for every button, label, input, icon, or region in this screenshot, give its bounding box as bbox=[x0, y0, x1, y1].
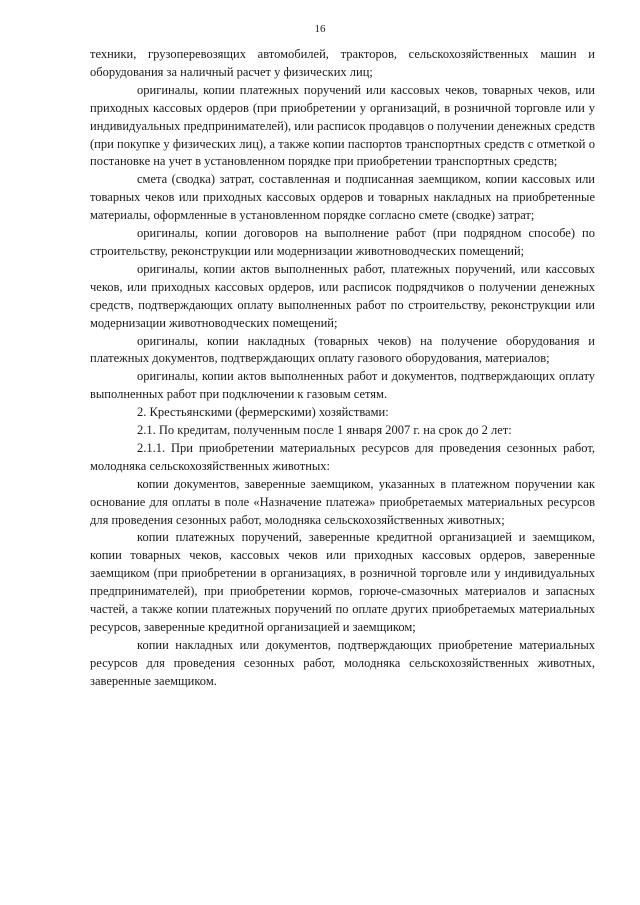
paragraph-contracts: оригиналы, копии договоров на выполнение работ (при подрядном способе) по строительству, реконструкции или модернизации животноводческих помещений; bbox=[90, 226, 595, 258]
paragraph-gas-equipment-invoices: оригиналы, копии накладных (товарных чеков) на получение оборудования и платежных документов, подтверждающих оплату газового оборудования, материалов; bbox=[90, 333, 595, 366]
document-body bbox=[90, 46, 595, 691]
paragraph-work-acts: оригиналы, копии актов выполненных работ, платежных поручений, или кассовых чеков, или приходных кассовых ордеров, или расписок подрядчиков о получении денежных средств, подтверждающих оплату выполненных работ по строительству, реконструкции или модернизации животноводческих помещений; bbox=[90, 261, 595, 330]
page-number: 16 bbox=[314, 23, 326, 35]
paragraph-payment-order-copies: копии платежных поручений, заверенные кредитной организацией и заемщиком, копии товарных чеков, кассовых чеков или приходных кассовых ордеров, заверенные заемщиком (при приобретении в организациях, в розничной торговле или у индивидуальных предпринимателей), при приобретении кормов, горюче-смазочных материалов и запасных частей, а также копии платежных поручений по оплате других приобретаемых материальных ресурсов, заверенные кредитной организацией и заемщиком; bbox=[90, 530, 595, 634]
paragraph-certified-copies: копии документов, заверенные заемщиком, указанных в платежном поручении как основание для оплаты в поле «Назначение платежа» приобретаемых материальных ресурсов для проведения сезонных работ, молодняка сельскохозяйственных животных; bbox=[90, 476, 595, 527]
paragraph-invoice-copies: копии накладных или документов, подтверждающих приобретение материальных ресурсов для проведения сезонных работ, молодняка сельскохозяйственных животных, заверенные заемщиком. bbox=[90, 637, 595, 688]
paragraph-cost-estimate: смета (сводка) затрат, составленная и подписанная заемщиком, копии кассовых или товарных чеков или приходных кассовых ордеров и товарных накладных на приобретенные материалы, оформленные в установленном порядке согласно смете (сводке) затрат; bbox=[90, 172, 595, 223]
paragraph-gas-connection: оригиналы, копии актов выполненных работ и документов, подтверждающих оплату выполненных работ при подключении к газовым сетям. bbox=[90, 369, 595, 402]
paragraph-continuation: техники, грузоперевозящих автомобилей, тракторов, сельскохозяйственных машин и оборудования за наличный расчет у физических лиц; bbox=[90, 47, 595, 79]
subsection-heading-2-1: 2.1. По кредитам, полученным после 1 января 2007 г. на срок до 2 лет: bbox=[137, 423, 512, 438]
section-heading-peasant-farms: 2. Крестьянскими (фермерскими) хозяйствами: bbox=[137, 405, 389, 420]
paragraph-payment-orders-vehicles: оригиналы, копии платежных поручений или кассовых чеков, товарных чеков, или приходных кассовых ордеров (при приобретении у организаций, в розничной торговле или у индивидуальных предпринимателей), или расписок продавцов о получении денежных средств (при покупке у физических лиц), а также копии паспортов транспортных средств с отметкой о постановке на учет в установленном порядке при приобретении транспортных средств; bbox=[90, 82, 595, 169]
subsection-heading-2-1-1: 2.1.1. При приобретении материальных ресурсов для проведения сезонных работ, молодняка сельскохозяйственных животных: bbox=[90, 440, 595, 473]
